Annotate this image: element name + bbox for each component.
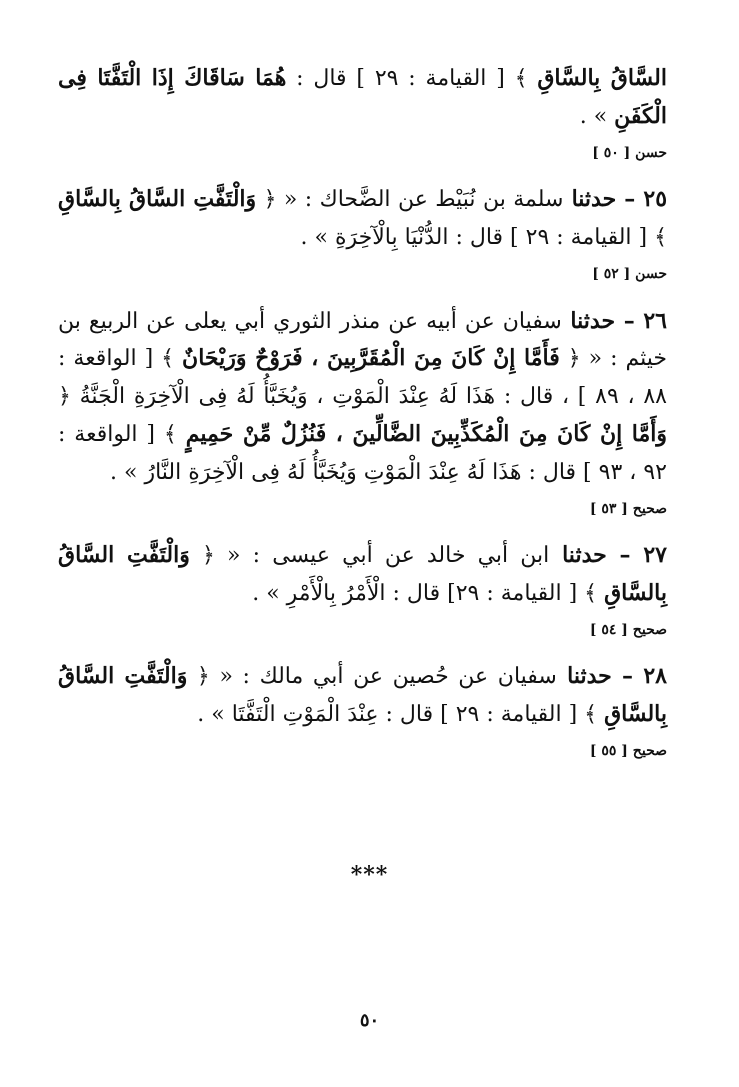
narration-text: سفيان عن أبيه عن منذر الثوري أبي يعلى عن الربيع بن خيثم : « ﴿: [58, 308, 668, 372]
hadith-number: ٢٥: [643, 186, 668, 213]
narration-lead: – حدثنا: [556, 663, 644, 690]
narration-text: ابن أبي خالد عن أبي عيسى : « ﴿: [189, 543, 550, 569]
hadith-number: ٢٨: [643, 663, 667, 690]
authenticity-grade: صحيح [ ٥٥ ]: [589, 743, 667, 760]
quran-quote: فَأَمَّا إِنْ كَانَ مِنَ الْمُقَرَّبِينَ ، فَرَوْحٌ وَرَيْحَانٌ: [182, 345, 560, 372]
narration-text: ﴾ [ القيامة : ٢٩ ] قال : الدُّنْيَا بِالْآخِرَةِ » .: [300, 225, 667, 251]
narration-text: سفيان عن حُصين عن أبي مالك : « ﴿: [187, 664, 557, 690]
authenticity-grade: حسن [ ٥٠ ]: [592, 144, 667, 161]
quran-quote: وَأَمَّا إِنْ كَانَ مِنَ الْمُكَذِّبِينَ الضَّالِّينَ ، فَنُزُلٌ مِّنْ حَمِيمٍ: [185, 420, 668, 447]
narration-text: ﴾ [ القيامة : ٢٩ ] قال :: [286, 66, 538, 91]
quran-quote: السَّاقُ بِالسَّاقِ: [537, 65, 667, 91]
hadith-entry-28: [58, 658, 667, 734]
narration-text: ﴾ [ الواقعة : ٨٨ ، ٨٩ ] ، قال : هَذَا لَهُ عِنْدَ الْمَوْتِ ، وَيُخَبَّأُ لَهُ فِى الْآخِرَةِ الْجَنَّةُ ﴿: [58, 346, 667, 410]
hadith-number: ٢٧: [643, 542, 667, 569]
narration-text: » .: [579, 103, 615, 129]
narration-lead: – حدثنا: [561, 307, 644, 334]
narration-text: ﴾ [ القيامة : ٢٩] قال : الْأَمْرُ بِالْأَمْرِ » .: [252, 581, 605, 607]
authenticity-grade: حسن [ ٥٢ ]: [592, 265, 667, 282]
hadith-entry-26: [58, 303, 667, 492]
page-number: ٥٠: [359, 1010, 380, 1031]
authenticity-grade: صحيح [ ٥٣ ]: [589, 500, 667, 517]
authenticity-grade: صحيح [ ٥٤ ]: [589, 621, 667, 638]
page-body: [58, 60, 667, 780]
narration-text: ﴾ [ الواقعة : ٩٢ ، ٩٣ ] قال : هَذَا لَهُ عِنْدَ الْمَوْتِ وَيُخَبَّأُ لَهُ فِى الْآخِرَةِ النَّارُ » .: [58, 421, 667, 485]
narration-text: سلمة بن نُبَيْط عن الضَّحاك : « ﴿: [256, 187, 564, 213]
hadith-entry-27: [58, 537, 667, 613]
hadith-entry-25: [58, 181, 667, 257]
hadith-number: ٢٦: [643, 307, 667, 334]
hadith-continuation: [58, 60, 667, 136]
quran-quote: هُمَا سَاقَاكَ إِذَا الْتَفَّتَا فِى الْكَفَنِ: [58, 65, 667, 129]
narration-lead: – حدثنا: [563, 186, 644, 213]
narration-text: ﴾ [ القيامة : ٢٩ ] قال : عِنْدَ الْمَوْتِ الْتَفَّتَا » .: [197, 702, 605, 728]
quran-quote: وَالْتَفَّتِ السَّاقُ بِالسَّاقِ: [58, 186, 257, 213]
quran-quote: وَالْتَفَّتِ السَّاقُ بِالسَّاقِ: [58, 663, 667, 728]
narration-lead: – حدثنا: [549, 542, 644, 569]
quran-quote: وَالْتَفَّتِ السَّاقُ بِالسَّاقِ: [58, 542, 667, 607]
section-separator: ***: [350, 862, 389, 888]
